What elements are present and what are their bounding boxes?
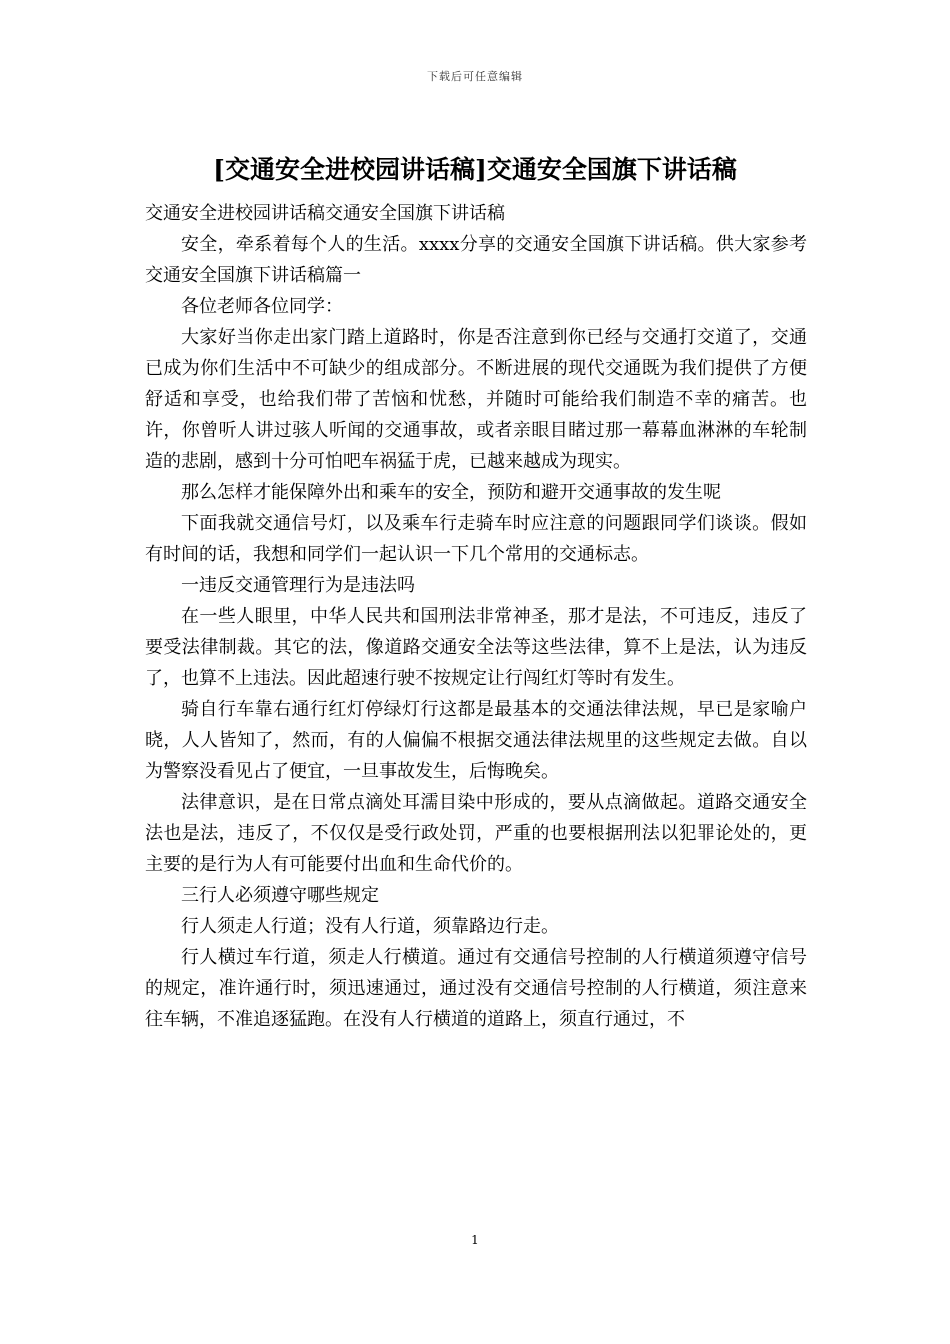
paragraph-awareness: 法律意识，是在日常点滴处耳濡目染中形成的，要从点滴做起。道路交通安全法也是法，违反了，不仅仅是受行政处罚，严重的也要根据刑法以犯罪论处的，更主要的是行为人有可能要付出血和生命代价的。 bbox=[145, 792, 807, 875]
paragraph-opening: 大家好当你走出家门踏上道路时，你是否注意到你已经与交通打交道了，交通已成为你们生活中不可缺少的组成部分。不断进展的现代交通既为我们提供了方便舒适和享受，也给我们带了苦恼和忧愁，并随时可能给我们制造不幸的痛苦。也许，你曾听人讲过骇人听闻的交通事故，或者亲眼目睹过那一幕幕血淋淋的车轮制造的悲剧，感到十分可怕吧车祸猛于虎，已越来越成为现实。 bbox=[145, 327, 807, 472]
paragraph-intro: 安全，牵系着每个人的生活。xxxx分享的交通安全国旗下讲话稿。供大家参考交通安全国旗下讲话稿篇一 bbox=[145, 234, 807, 286]
paragraph-greeting: 各位老师各位同学： bbox=[181, 296, 343, 317]
document-title: [交通安全进校园讲话稿]交通安全国旗下讲话稿 bbox=[213, 155, 737, 184]
document-body bbox=[145, 198, 807, 1035]
paragraph-question: 那么怎样才能保障外出和乘车的安全，预防和避开交通事故的发生呢 bbox=[181, 482, 721, 503]
section-heading-1: 一违反交通管理行为是违法吗 bbox=[181, 575, 415, 596]
paragraph-topic: 下面我就交通信号灯，以及乘车行走骑车时应注意的问题跟同学们谈谈。假如有时间的话，我想和同学们一起认识一下几个常用的交通标志。 bbox=[145, 513, 807, 565]
paragraph-pedestrian-rule: 行人须走人行道；没有人行道，须靠路边行走。 bbox=[181, 916, 559, 937]
paragraph-cycling: 骑自行车靠右通行红灯停绿灯行这都是最基本的交通法律法规，早已是家喻户晓，人人皆知了，然而，有的人偏偏不根据交通法律法规里的这些规定去做。自以为警察没看见占了便宜，一旦事故发生，后悔晚矣。 bbox=[145, 699, 807, 782]
page-number: 1 bbox=[471, 1233, 479, 1247]
paragraph-law: 在一些人眼里，中华人民共和国刑法非常神圣，那才是法，不可违反，违反了要受法律制裁。其它的法，像道路交通安全法等这些法律，算不上是法，认为违反了，也算不上违法。因此超速行驶不按规定让行闯红灯等时有发生。 bbox=[145, 606, 807, 689]
paragraph-crossing: 行人横过车行道，须走人行横道。通过有交通信号控制的人行横道须遵守信号的规定，准许通行时，须迅速通过，通过没有交通信号控制的人行横道，须注意来往车辆，不准追逐猛跑。在没有人行横道的道路上，须直行通过，不 bbox=[145, 947, 807, 1030]
header-note: 下载后可任意编辑 bbox=[427, 70, 523, 83]
section-heading-3: 三行人必须遵守哪些规定 bbox=[181, 885, 379, 906]
document-subtitle: 交通安全进校园讲话稿交通安全国旗下讲话稿 bbox=[145, 203, 505, 224]
